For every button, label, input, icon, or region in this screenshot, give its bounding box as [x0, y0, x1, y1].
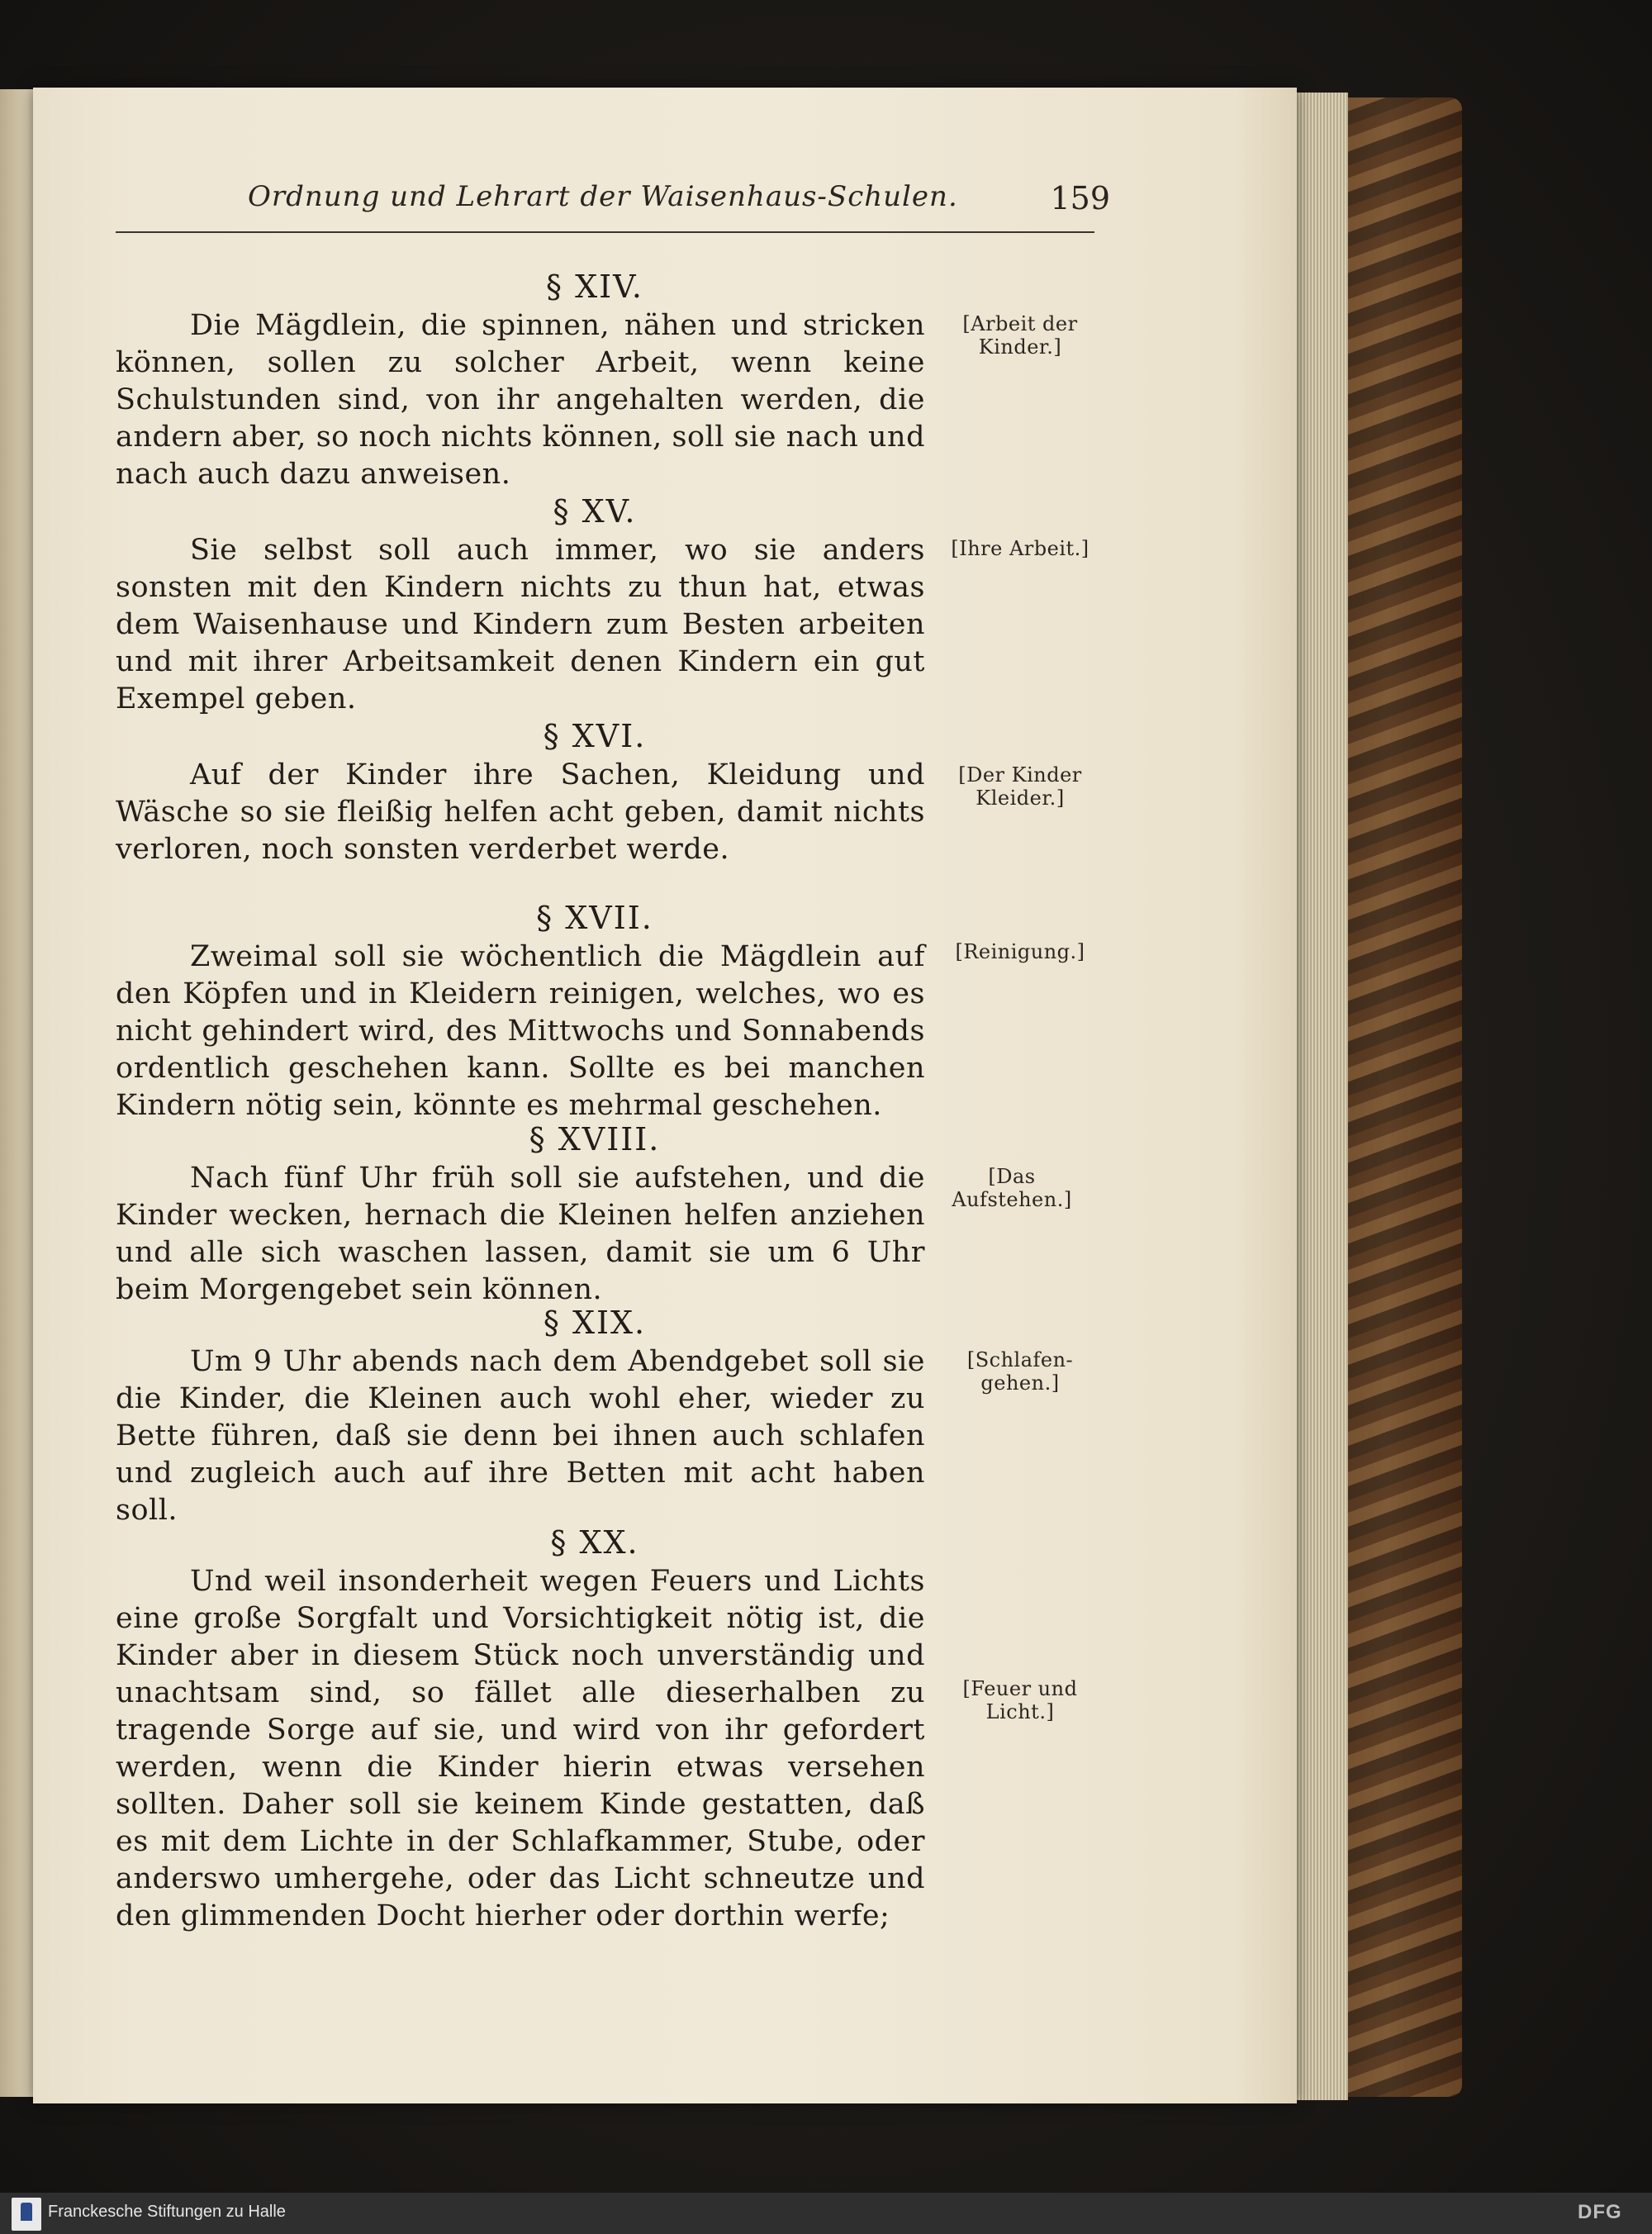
margin-note: [Der Kinder Kleider.]	[958, 763, 1082, 810]
section-xx	[116, 1522, 1107, 1935]
margin-note: [Arbeit der Kinder.]	[962, 312, 1078, 359]
section-heading: § XX.	[550, 1524, 639, 1561]
section-heading: § XVII.	[536, 900, 653, 936]
margin-note: [Reinigung.]	[955, 940, 1085, 963]
section-heading: § XVIII.	[529, 1121, 661, 1157]
margin-note: [Ihre Arbeit.]	[951, 537, 1089, 560]
section-xvii	[116, 897, 1107, 1124]
section-heading: § XVI.	[543, 718, 647, 754]
institution-logo-icon	[12, 2198, 41, 2231]
section-xiv	[116, 266, 1107, 491]
page-stack-edge	[1289, 93, 1348, 2100]
section-text: Um 9 Uhr abends nach dem Abendgebet soll sie die Kinder, die Kleinen auch wohl eher, wieder zu Bette führen, daß sie denn bei ihnen auch schlafen und zugleich auch auf ihre Betten mit acht haben soll.	[116, 1345, 925, 1527]
section-text: Sie selbst soll auch immer, wo sie anders sonsten mit den Kindern nichts zu thun hat, etwas dem Waisenhause und Kindern zum Besten arbeiten und mit ihrer Arbeitsamkeit denen Kindern ein gut Exempel geben.	[116, 534, 925, 715]
section-xix	[116, 1302, 1107, 1529]
section-text: Nach fünf Uhr früh soll sie aufstehen, und die Kinder wecken, hernach die Kleinen helfen anziehen und alle sich waschen lassen, damit sie um 6 Uhr beim Morgengebet sein können.	[116, 1162, 925, 1306]
section-heading: § XV.	[553, 493, 637, 530]
section-heading: § XIX.	[543, 1305, 647, 1341]
margin-note: [Das Aufstehen.]	[952, 1165, 1072, 1211]
page-number: 159	[1050, 180, 1110, 216]
section-xv	[116, 491, 1107, 718]
margin-note: [Schlafen-gehen.]	[966, 1348, 1074, 1395]
section-text: Zweimal soll sie wöchentlich die Mägdlein auf den Köpfen und in Kleidern reinigen, welches, wo es nicht gehindert wird, des Mittwochs und Sonnabends ordentlich geschehen kann. Sollte es bei manchen Kindern nötig sein, könnte es mehrmal geschehen.	[116, 940, 925, 1122]
margin-note: [Feuer und Licht.]	[962, 1677, 1078, 1723]
section-heading: § XIV.	[545, 269, 644, 305]
section-text: Auf der Kinder ihre Sachen, Kleidung und Wäsche so sie fleißig helfen acht geben, damit nichts verloren, noch sonsten verderbet werde.	[116, 758, 925, 866]
section-xviii	[116, 1119, 1107, 1309]
section-text: Und weil insonderheit wegen Feuers und Lichts eine große Sorgfalt und Vorsichtigkeit nötig ist, die Kinder aber in diesem Stück noch unverständig und unachtsam sind, so fället alle dieserhalben zu tragende Sorge auf sie, und wird von ihr gefordert werden, wenn die Kinder hierin etwas versehen sollten. Daher soll sie keinem Kinde gestatten, daß es mit dem Lichte in der Schlafkammer, Stube, oder anderswo umhergehe, oder das Licht schneutze und den glimmenden Docht hierher oder dorthin werfe;	[116, 1565, 925, 1932]
institution-name: Franckesche Stiftungen zu Halle	[48, 2203, 286, 2221]
header-rule	[116, 231, 1094, 233]
running-title: Ordnung und Lehrart der Waisenhaus-Schulen.	[248, 180, 958, 213]
dfg-badge: DFG	[1578, 2201, 1622, 2223]
section-text: Die Mägdlein, die spinnen, nähen und stricken können, sollen zu solcher Arbeit, wenn keine Schulstunden sind, von ihr angehalten werden, die andern aber, so noch nichts können, soll sie nach und nach auch dazu anweisen.	[116, 309, 925, 491]
